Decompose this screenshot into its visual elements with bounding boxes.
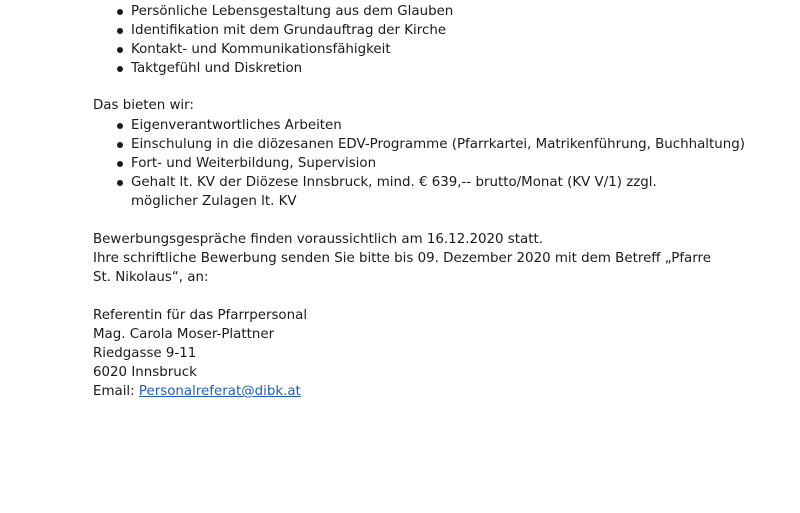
bullet-icon (117, 161, 123, 167)
list-item: Eigenverantwortliches Arbeiten (0, 116, 745, 135)
bullet-icon (117, 123, 123, 129)
list-item-continuation: möglicher Zulagen lt. KV (131, 194, 297, 209)
contact-name: Mag. Carola Moser-Plattner (93, 327, 275, 342)
application-subject-text: St. Nikolaus“, an: (93, 270, 209, 285)
list-item: Kontakt- und Kommunikationsfähigkeit (0, 40, 453, 59)
email-label: Email: (93, 384, 139, 399)
list-item: Gehalt lt. KV der Diözese Innsbruck, mind. € 639,-- brutto/Monat (KV V/1) zzgl. möglicher Zulagen lt. KV (0, 173, 745, 211)
bullet-icon (117, 9, 123, 15)
contact-email-line (93, 382, 301, 401)
list-item: Fort- und Weiterbildung, Supervision (0, 154, 745, 173)
bullet-icon (117, 47, 123, 53)
application-deadline-text: Ihre schriftliche Bewerbung senden Sie bitte bis 09. Dezember 2020 mit dem Betreff „Pfarre (93, 251, 711, 266)
interview-date-text: Bewerbungsgespräche finden voraussichtlich am 16.12.2020 statt. (93, 232, 543, 247)
requirements-list (0, 2, 453, 78)
offer-list (0, 116, 745, 211)
bullet-icon (117, 142, 123, 148)
offer-heading: Das bieten wir: (93, 98, 194, 113)
bullet-icon (117, 180, 123, 186)
contact-role: Referentin für das Pfarrpersonal (93, 308, 308, 323)
bullet-icon (117, 28, 123, 34)
list-item: Taktgefühl und Diskretion (0, 59, 453, 78)
list-item: Einschulung in die diözesanen EDV-Programme (Pfarrkartei, Matrikenführung, Buchhaltung) (0, 135, 745, 154)
list-item: Identifikation mit dem Grundauftrag der Kirche (0, 21, 453, 40)
list-item: Persönliche Lebensgestaltung aus dem Glauben (0, 2, 453, 21)
email-link[interactable]: Personalreferat@dibk.at (138, 384, 301, 399)
contact-street: Riedgasse 9-11 (93, 346, 197, 361)
bullet-icon (117, 66, 123, 72)
contact-city: 6020 Innsbruck (93, 365, 197, 380)
